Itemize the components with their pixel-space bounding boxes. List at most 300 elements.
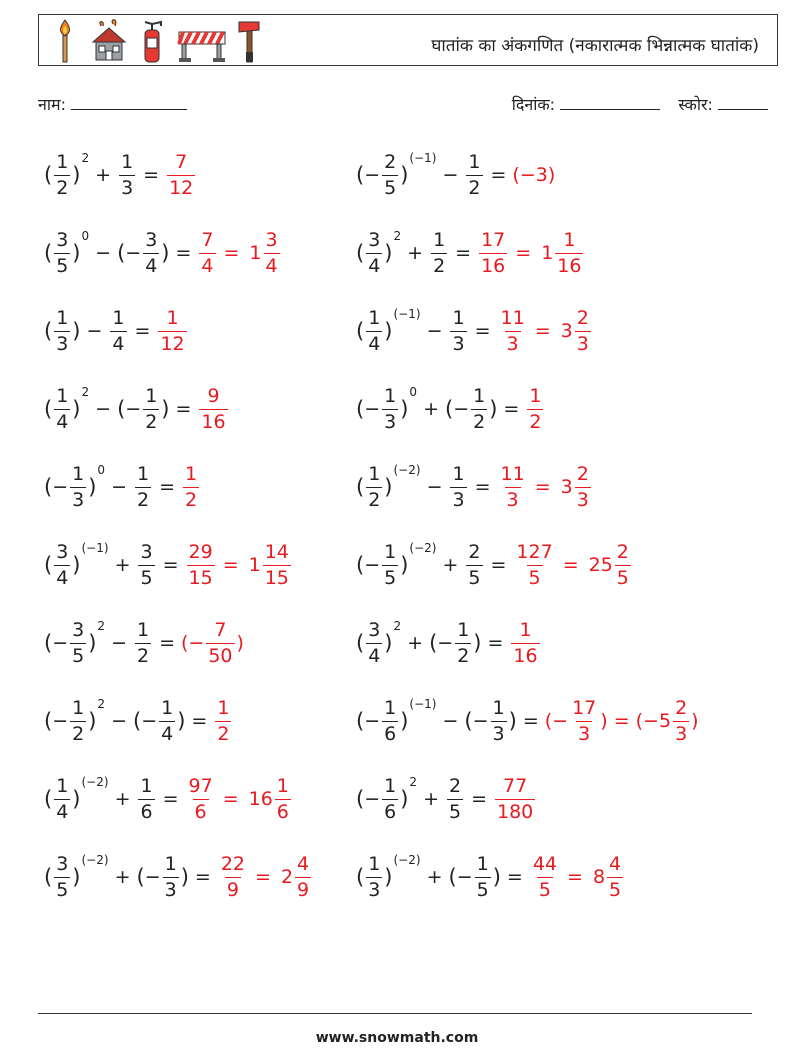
answer [589,852,625,901]
answer [277,852,313,901]
equals-sign: = [474,320,491,342]
numerator: 7 [175,150,188,173]
date-label: दिनांक: [511,95,556,114]
name-label: नाम: [38,95,66,114]
fraction [491,696,507,745]
term [136,769,156,829]
denominator: 6 [384,722,397,745]
expression [44,223,282,283]
expression [356,535,633,595]
term [136,535,156,595]
open-paren: ( [464,709,473,733]
answer-equals-sign: = [562,554,579,576]
open-paren: ( [132,709,142,733]
problem-5 [44,301,189,361]
fraction [366,306,382,355]
denominator: 2 [529,410,542,433]
fraction [143,228,159,277]
numerator: 1 [166,306,179,329]
answer [525,384,545,433]
close-paren: ) [400,787,409,811]
denominator: 3 [72,488,85,511]
numerator: 3 [56,852,69,875]
fraction [615,540,631,589]
answer [497,306,529,355]
answer-equals-sign: = [223,242,240,264]
term [44,379,89,439]
equals-sign: = [191,710,208,732]
denominator: 5 [468,566,481,589]
numerator: 1 [519,618,532,641]
fraction [54,150,70,199]
operator: − [111,632,127,654]
open-paren: ( [44,319,53,343]
numerator: 7 [201,228,214,251]
operator: − [95,242,112,264]
mixed-whole: 25 [588,554,613,576]
fraction [475,852,491,901]
problem-1 [44,145,197,205]
close-paren: ) [177,709,186,733]
numerator: 127 [516,540,553,563]
denominator: 4 [161,722,174,745]
answer [493,774,537,823]
numerator: 1 [72,696,85,719]
numerator: 1 [136,462,150,485]
expression [44,301,189,361]
term [44,145,89,205]
worksheet-header [38,14,778,66]
expression [44,535,293,595]
fraction [527,384,543,433]
answer [477,228,509,277]
fraction [70,462,86,511]
close-paren: ) [400,163,409,187]
problem-3 [44,223,282,283]
denominator: 4 [265,254,278,277]
close-paren: ) [88,631,97,655]
open-paren: ( [136,865,145,889]
close-paren: ) [473,631,482,655]
answer [512,540,556,589]
fraction [54,306,70,355]
term [464,691,516,751]
close-paren: ) [384,319,393,343]
term [136,847,188,907]
numerator: 1 [384,384,397,407]
denominator: 4 [112,332,125,355]
operator: + [114,866,131,888]
numerator: 1 [276,774,289,797]
open-paren: ( [429,631,438,655]
answer [537,228,585,277]
fraction [264,228,280,277]
worksheet-title: घातांक का अंकगणित (नकारात्मक भिन्नात्मक घातांक) [431,36,759,56]
minus-sign: − [52,710,69,732]
fraction [673,696,689,745]
answer [245,540,293,589]
exponent: 0 [81,229,90,243]
denominator: 9 [226,878,239,901]
numerator: 1 [140,774,153,797]
term [133,691,185,751]
denominator: 3 [506,332,519,355]
exponent: 2 [81,151,90,165]
open-paren: ( [44,163,53,187]
fraction [199,228,215,277]
denominator: 5 [56,878,69,901]
denominator: 2 [145,410,158,433]
numerator: 3 [72,618,85,641]
numerator: 1 [563,228,576,251]
fraction [199,384,227,433]
exponent: 2 [393,619,402,633]
equals-sign: = [455,242,472,264]
denominator: 2 [457,644,470,667]
fraction [138,540,154,589]
term [356,379,417,439]
fraction [163,852,179,901]
denominator: 2 [56,176,69,199]
score-blank[interactable] [718,95,768,110]
exponent: (−2) [81,775,109,789]
problem-11 [44,535,293,595]
expression [44,379,230,439]
exponent: 2 [97,619,106,633]
fraction [382,696,398,745]
denominator: 3 [121,176,134,199]
numerator: 1 [368,852,381,875]
equals-sign: = [175,398,192,420]
close-paren: ) [508,709,517,733]
denominator: 4 [201,254,214,277]
denominator: 3 [452,332,465,355]
numerator: 1 [384,696,397,719]
problem-6 [356,301,593,361]
denominator: 2 [217,722,230,745]
numerator: 1 [452,462,465,485]
numerator: 1 [457,618,470,641]
date-blank[interactable] [560,95,660,110]
denominator: 16 [201,410,226,433]
operator: + [407,632,424,654]
answer [544,696,608,745]
numerator: 97 [188,774,213,797]
open-paren: ( [356,319,365,343]
term [117,145,137,205]
denominator: 2 [136,644,150,667]
minus-sign: − [52,476,69,498]
denominator: 5 [56,254,69,277]
fraction [159,696,175,745]
exponent: (−2) [393,853,421,867]
denominator: 3 [368,878,381,901]
expression [356,691,699,751]
denominator: 2 [136,488,150,511]
term [44,691,105,751]
answer [557,306,593,355]
fraction [143,384,159,433]
open-paren: ( [44,709,53,733]
denominator: 15 [188,566,213,589]
open-paren: ( [356,163,365,187]
open-paren: ( [356,631,365,655]
minus-sign: − [125,242,142,264]
term [356,613,401,673]
fraction [54,228,70,277]
term [356,769,417,829]
name-field[interactable] [38,93,187,115]
exponent: (−1) [409,151,437,165]
denominator: 5 [448,800,462,823]
open-paren: ( [356,553,365,577]
problem-20 [356,847,625,907]
term [117,379,169,439]
fraction [382,774,398,823]
operator: + [95,164,112,186]
fraction [219,852,247,901]
term [356,145,436,205]
term [356,223,401,283]
answer-open-paren: (− [181,632,205,654]
denominator: 5 [140,566,153,589]
problem-4 [356,223,585,283]
mixed-whole: 3 [560,476,573,498]
answer [529,852,561,901]
answer-close-paren: ) [691,710,699,732]
close-paren: ) [489,397,498,421]
open-paren: ( [44,787,53,811]
fraction [450,306,466,355]
fraction [570,696,598,745]
problem-7 [44,379,230,439]
fraction [54,774,70,823]
fraction [466,540,482,589]
mixed-whole: 2 [280,866,294,888]
equals-sign: = [194,866,211,888]
expression [356,379,545,439]
operator: + [442,554,459,576]
numerator: 14 [264,540,289,563]
denominator: 9 [297,878,310,901]
fraction [135,462,151,511]
problem-14 [356,613,542,673]
answer [245,774,293,823]
close-paren: ) [180,865,189,889]
close-paren: ) [72,241,81,265]
answer [635,696,699,745]
numerator: 17 [481,228,506,251]
numerator: 1 [161,696,174,719]
answer [165,150,197,199]
denominator: 2 [368,488,381,511]
expression [356,145,555,205]
operator: − [111,476,127,498]
answer-equals-sign: = [534,476,551,498]
exponent: 2 [409,775,418,789]
numerator: 1 [433,228,446,251]
fire-axe-icon [239,22,259,62]
denominator: 16 [513,644,538,667]
numerator: 9 [207,384,220,407]
expression [44,691,233,751]
fraction [158,306,186,355]
fraction [531,852,559,901]
numerator: 11 [500,306,525,329]
denominator: 12 [160,332,185,355]
numerator: 2 [576,306,589,329]
denominator: 3 [576,488,589,511]
mixed-whole: 3 [560,320,573,342]
numerator: 1 [384,774,397,797]
denominator: 15 [264,566,289,589]
mixed-whole: 1 [248,554,261,576]
numerator: 77 [503,774,528,797]
score-label: स्कोर: [678,95,713,114]
denominator: 5 [538,878,551,901]
fraction [215,696,231,745]
fraction [138,774,154,823]
fraction [110,306,126,355]
answer-open-paren: (− [544,710,569,732]
fraction [366,228,382,277]
term [44,301,81,361]
equals-sign: = [162,554,179,576]
denominator: 5 [528,566,541,589]
minus-sign: − [125,398,142,420]
equals-sign: = [175,242,192,264]
term [44,613,105,673]
term [448,847,500,907]
operator: + [407,242,424,264]
denominator: 180 [497,800,534,823]
operator: + [423,788,439,810]
operator: − [111,710,127,732]
denominator: 3 [56,332,69,355]
denominator: 2 [433,254,446,277]
minus-sign: − [52,632,69,654]
numerator: 2 [384,150,397,173]
equals-sign: = [506,866,523,888]
equals-sign: = [503,398,520,420]
close-paren: ) [72,397,81,421]
denominator: 3 [506,488,519,511]
numerator: 1 [473,384,486,407]
exponent: (−1) [393,307,421,321]
answer [217,852,249,901]
close-paren: ) [400,553,409,577]
fraction [366,852,382,901]
numerator: 7 [214,618,227,641]
open-paren: ( [356,475,365,499]
close-paren: ) [384,631,393,655]
exponent: 2 [81,385,90,399]
operator: + [423,398,439,420]
equals-sign: = [522,710,539,732]
fraction [70,696,86,745]
term [445,379,497,439]
answer [197,384,229,433]
numerator: 1 [492,696,505,719]
term [429,223,449,283]
answer-equals-sign: = [613,710,630,732]
expression [356,847,625,907]
expression [356,769,537,829]
term [356,301,421,361]
exponent: 2 [97,697,106,711]
fraction [263,540,291,589]
barrier-icon [179,32,225,62]
numerator: 2 [468,540,481,563]
denominator: 6 [140,800,153,823]
denominator: 3 [164,878,177,901]
problem-9 [44,457,201,517]
open-paren: ( [356,787,365,811]
answer-equals-sign: = [222,788,239,810]
denominator: 16 [481,254,506,277]
denominator: 50 [208,644,233,667]
numerator: 44 [532,852,558,875]
numerator: 4 [297,852,310,875]
numerator: 1 [164,852,177,875]
close-paren: ) [384,475,393,499]
minus-sign: − [472,710,489,732]
mixed-whole: 8 [592,866,606,888]
fraction [495,774,535,823]
fraction [575,306,591,355]
fraction [54,384,70,433]
term [445,769,465,829]
operator: − [95,398,112,420]
close-paren: ) [88,709,97,733]
fraction [447,774,463,823]
fraction [187,540,215,589]
denominator: 2 [473,410,486,433]
denominator: 4 [56,566,69,589]
denominator: 4 [145,254,158,277]
close-paren: ) [72,319,81,343]
numerator: 1 [112,306,125,329]
fraction [575,462,591,511]
close-paren: ) [72,163,81,187]
numerator: 1 [136,618,150,641]
name-blank[interactable] [71,95,187,110]
numerator: 1 [529,384,542,407]
term [44,535,109,595]
numerator: 2 [616,540,629,563]
fraction [295,852,311,901]
denominator: 6 [276,800,289,823]
expression [44,145,197,205]
numerator: 3 [140,540,153,563]
numerator: 1 [121,150,134,173]
fraction [70,618,86,667]
fraction [499,462,527,511]
denominator: 6 [194,800,207,823]
equals-sign: = [471,788,487,810]
term [464,145,484,205]
term [44,457,105,517]
numerator: 1 [384,540,397,563]
operator: − [442,164,459,186]
minus-sign: − [364,788,381,810]
open-paren: ( [448,865,457,889]
numerator: 1 [217,696,230,719]
term [429,613,481,673]
numerator: 2 [675,696,688,719]
denominator: 4 [56,410,69,433]
open-paren: ( [44,397,53,421]
